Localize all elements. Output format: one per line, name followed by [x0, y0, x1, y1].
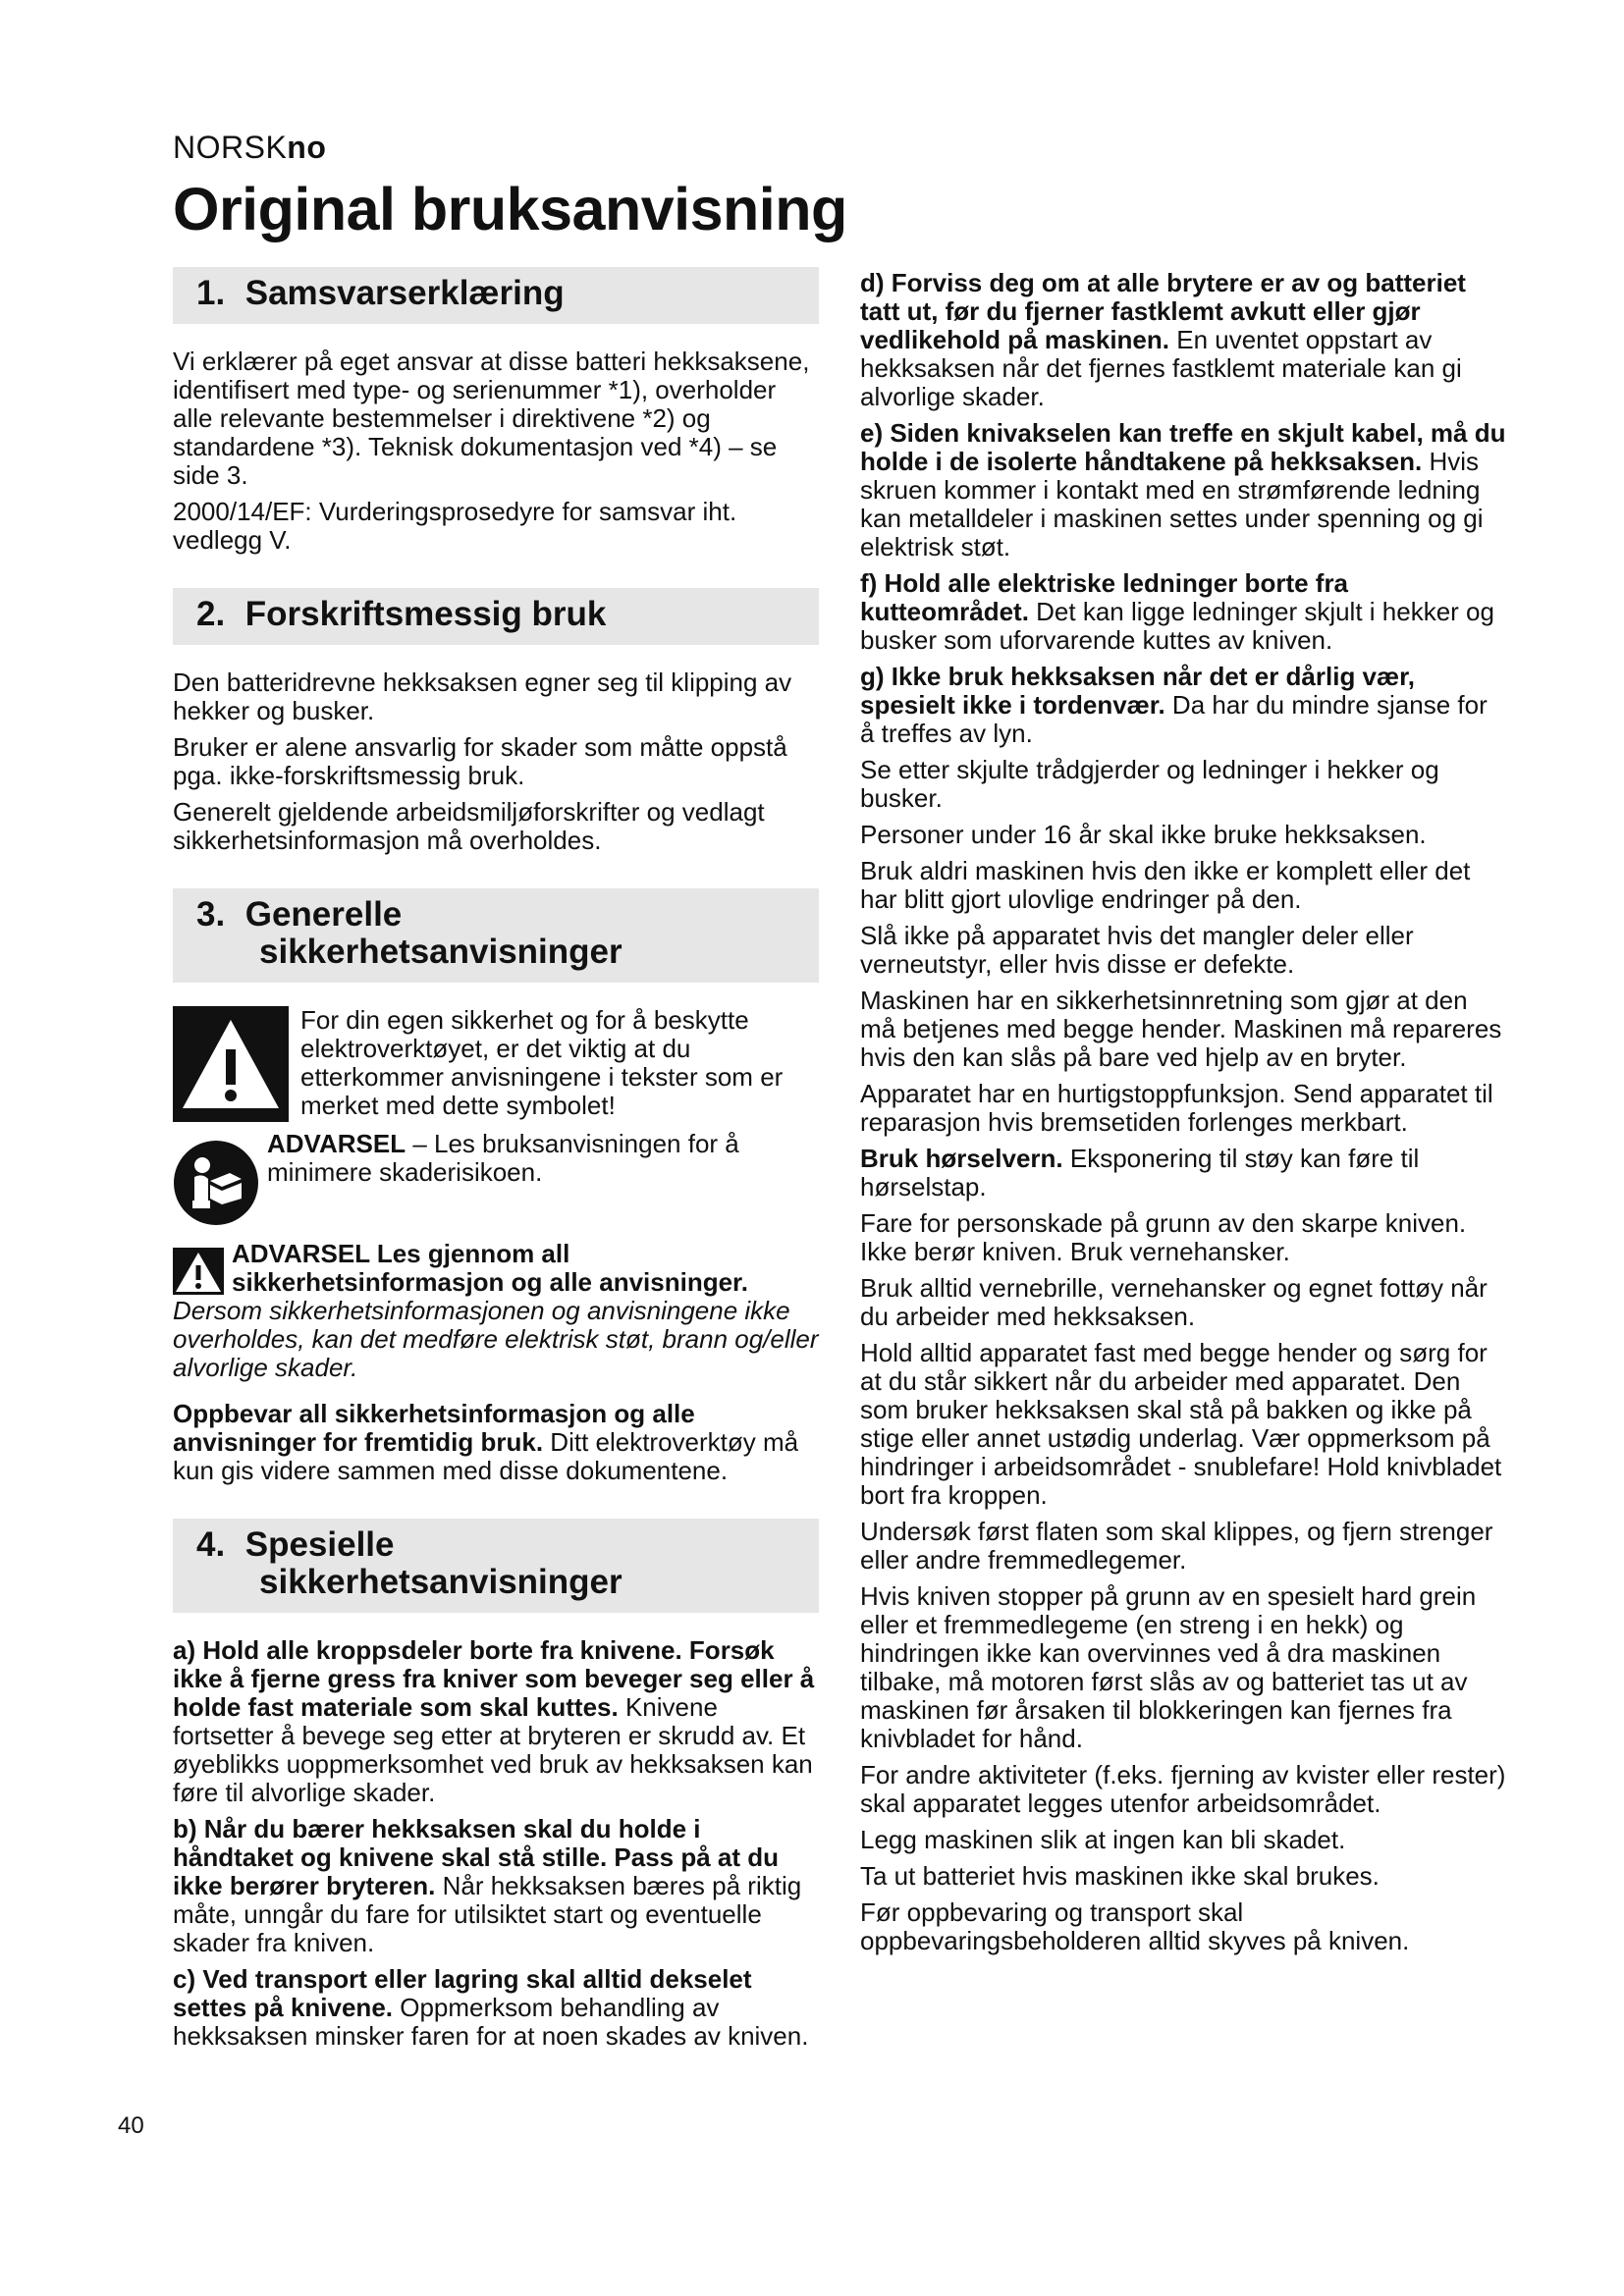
- instruction-text: En uventet oppstart av hekksaksen når det fjernes fastklemt materiale kan gi alvorlige skader.: [860, 325, 1462, 411]
- section-title: [196, 1526, 795, 1601]
- instruction-bold: d) Forviss deg om at alle brytere er av og batteriet tatt ut, før du fjerner fastklemt avkutt eller gjør vedlikehold på maskinen.: [860, 268, 1466, 354]
- section-heading-3: [173, 888, 819, 983]
- left-column: [173, 267, 819, 2058]
- paragraph: Bruker er alene ansvarlig for skader som måtte oppstå pga. ikke-forskriftsmessig bruk.: [173, 732, 787, 790]
- instruction-c: [173, 1965, 819, 2051]
- paragraph: Undersøk først flaten som skal klippes, og fjern strenger eller andre fremmedlegemer.: [860, 1517, 1493, 1575]
- section-title-continuation: sikkerhetsanvisninger: [259, 1563, 623, 1601]
- paragraph: Legg maskinen slik at ingen kan bli skadet.: [860, 1825, 1346, 1854]
- instruction-text: Når hekksaksen bæres på riktig måte, unngår du fare for utilsiktet start og eventuelle skader fra kniven.: [173, 1871, 802, 1957]
- section-heading-4: [173, 1519, 819, 1613]
- instruction-bold: a) Hold alle kroppsdeler borte fra knivene. Forsøk ikke å fjerne gress fra kniver som beveger seg eller å holde fast materiale som skal kuttes.: [173, 1635, 815, 1722]
- section-heading-1: [173, 267, 819, 324]
- paragraph: 2000/14/EF: Vurderingsprosedyre for samsvar iht. vedlegg V.: [173, 497, 737, 555]
- section-title-text: Spesielle: [244, 1525, 395, 1564]
- paragraph: Den batteridrevne hekksaksen egner seg til klipping av hekker og busker.: [173, 667, 792, 725]
- section-number: 3.: [196, 895, 226, 934]
- section-title-text: Generelle: [244, 895, 403, 934]
- instruction-text: Knivene fortsetter å bevege seg etter at bryteren er skrudd av. Et øyeblikks uoppmerksomhet ved bruk av hekksaksen kan føre til alvorlige skader.: [173, 1692, 813, 1807]
- section-number: 1.: [196, 274, 226, 312]
- paragraph: Før oppbevaring og transport skal oppbevaringsbeholderen alltid skyves på kniven.: [860, 1897, 1410, 1955]
- section-title: [196, 896, 795, 971]
- page-number: 40: [118, 2112, 144, 2139]
- paragraph: Hold alltid apparatet fast med begge hender og sørg for at du står sikkert når du arbeider med apparatet. Den som bruker hekksaksen skal stå på bakken og ikke på stige eller annet ustødig underlag. Vær oppmerksom på hindringer i arbeidsområdet - snublefare! Hold knivbladet bort fra kroppen.: [860, 1338, 1502, 1510]
- instruction-d: [860, 269, 1508, 411]
- section-title: [196, 596, 795, 633]
- instruction-e: [860, 419, 1508, 561]
- section-title: [196, 275, 795, 312]
- read-manual-warning-text: – Les bruksanvisningen for å minimere skaderisikoen.: [267, 1129, 739, 1187]
- read-manual-note: [173, 1130, 819, 1226]
- section-number: 4.: [196, 1525, 226, 1564]
- keep-instructions-bold: Oppbevar all sikkerhetsinformasjon og alle anvisninger for fremtidig bruk.: [173, 1399, 695, 1457]
- instruction-bold: c) Ved transport eller lagring skal alltid dekselet settes på knivene.: [173, 1964, 752, 2022]
- instruction-bold: b) Når du bærer hekksaksen skal du holde i håndtaket og knivene skal stå stille. Pass på at du ikke berører bryteren.: [173, 1814, 780, 1900]
- instruction-bold: g) Ikke bruk hekksaksen når det er dårlig vær, spesielt ikke i tordenvær.: [860, 662, 1416, 720]
- warning-triangle-icon: [173, 1248, 224, 1295]
- read-manual-text: [267, 1130, 819, 1187]
- read-manual-icon: [173, 1140, 259, 1226]
- paragraph: Hvis kniven stopper på grunn av en spesielt hard grein eller et fremmedlegeme (en streng i en hekk) og hindringen ikke kan overvinnes ved å dra maskinen tilbake, må motoren først slås av og batteriet tas ut av maskinen før årsaken til blokkeringen kan fjernes fra knivbladet for hånd.: [860, 1581, 1477, 1753]
- section-heading-2: [173, 588, 819, 645]
- document-title: Original bruksanvisning: [173, 176, 847, 242]
- read-manual-warning-label: ADVARSEL: [267, 1129, 406, 1158]
- paragraph: Apparatet har en hurtigstoppfunksjon. Send apparatet til reparasjon hvis bremsetiden forlenges merkbart.: [860, 1079, 1493, 1137]
- warning-symbol-note: [173, 1006, 819, 1122]
- paragraph: Generelt gjeldende arbeidsmiljøforskrifter og vedlagt sikkerhetsinformasjon må overholdes.: [173, 797, 765, 855]
- paragraph: Slå ikke på apparatet hvis det mangler deler eller verneutstyr, eller hvis disse er defekte.: [860, 921, 1414, 979]
- warning-triangle-icon: [173, 1006, 289, 1122]
- language-prefix: NORSK: [173, 130, 288, 165]
- paragraph: Se etter skjulte trådgjerder og ledninger i hekker og busker.: [860, 755, 1439, 813]
- general-warning-bold: ADVARSEL Les gjennom all sikkerhetsinformasjon og alle anvisninger.: [232, 1239, 748, 1297]
- instruction-a: [173, 1636, 819, 1807]
- hearing-protection-bold: Bruk hørselvern.: [860, 1144, 1063, 1173]
- instruction-text: Oppmerksom behandling av hekksaksen minsker faren for at noen skades av kniven.: [173, 1993, 809, 2051]
- paragraph: Maskinen har en sikkerhetsinnretning som gjør at den må betjenes med begge hender. Maskinen må repareres hvis den kan slås på bare ved hjelp av en bryter.: [860, 986, 1502, 1072]
- right-column: [860, 269, 1508, 1963]
- instruction-b: [173, 1815, 819, 1957]
- paragraph: Personer under 16 år skal ikke bruke hekksaksen.: [860, 820, 1427, 849]
- paragraph: Bruk alltid vernebrille, vernehansker og egnet fottøy når du arbeider med hekksaksen.: [860, 1273, 1488, 1331]
- instruction-f: [860, 569, 1508, 655]
- general-warning-italic: Dersom sikkerhetsinformasjonen og anvisningene ikke overholdes, kan det medføre elektrisk støt, brann og/eller alvorlige skader.: [173, 1296, 819, 1382]
- instruction-text: Hvis skruen kommer i kontakt med en strømførende ledning kan metalldeler i maskinen settes under spenning og gi elektrisk støt.: [860, 447, 1484, 561]
- hearing-protection-text: Eksponering til støy kan føre til hørselstap.: [860, 1144, 1420, 1201]
- instruction-g: [860, 663, 1508, 748]
- instruction-bold: e) Siden knivakselen kan treffe en skjult kabel, må du holde i de isolerte håndtakene på hekksaksen.: [860, 418, 1506, 476]
- instruction-text: Det kan ligge ledninger skjult i hekker og busker som uforvarende kuttes av kniven.: [860, 597, 1494, 655]
- section-title-continuation: sikkerhetsanvisninger: [259, 933, 623, 971]
- warning-symbol-text: For din egen sikkerhet og for å beskytte elektroverktøyet, er det viktig at du etterkommer anvisningene i tekster som er merket med dette symbolet!: [300, 1005, 784, 1120]
- keep-instructions-text: Ditt elektroverktøy må kun gis videre sammen med disse dokumentene.: [173, 1427, 799, 1485]
- instruction-text: Da har du mindre sjanse for å treffes av lyn.: [860, 690, 1488, 748]
- section-title-text: Forskriftsmessig bruk: [244, 595, 607, 633]
- paragraph: Bruk aldri maskinen hvis den ikke er komplett eller det har blitt gjort ulovlige endringer på den.: [860, 856, 1471, 914]
- general-warning-paragraph: [173, 1240, 819, 1382]
- section-number: 2.: [196, 595, 226, 633]
- paragraph: Fare for personskade på grunn av den skarpe kniven. Ikke berør kniven. Bruk vernehansker.: [860, 1208, 1467, 1266]
- keep-instructions-paragraph: [173, 1400, 819, 1485]
- paragraph: Vi erklærer på eget ansvar at disse batteri hekksaksene, identifisert med type- og serienummer *1), overholder alle relevante bestemmelser i direktivene *2) og standardene *3). Teknisk dokumentasjon ved *4) – se side 3.: [173, 347, 810, 490]
- section-title-text: Samsvarserklæring: [244, 274, 565, 312]
- language-label: [173, 130, 326, 166]
- paragraph: Ta ut batteriet hvis maskinen ikke skal brukes.: [860, 1861, 1380, 1891]
- instruction-bold: f) Hold alle elektriske ledninger borte fra kutteområdet.: [860, 568, 1349, 626]
- hearing-protection-paragraph: [860, 1145, 1508, 1201]
- paragraph: For andre aktiviteter (f.eks. fjerning av kvister eller rester) skal apparatet legges utenfor arbeidsområdet.: [860, 1760, 1506, 1818]
- language-code: no: [287, 130, 327, 165]
